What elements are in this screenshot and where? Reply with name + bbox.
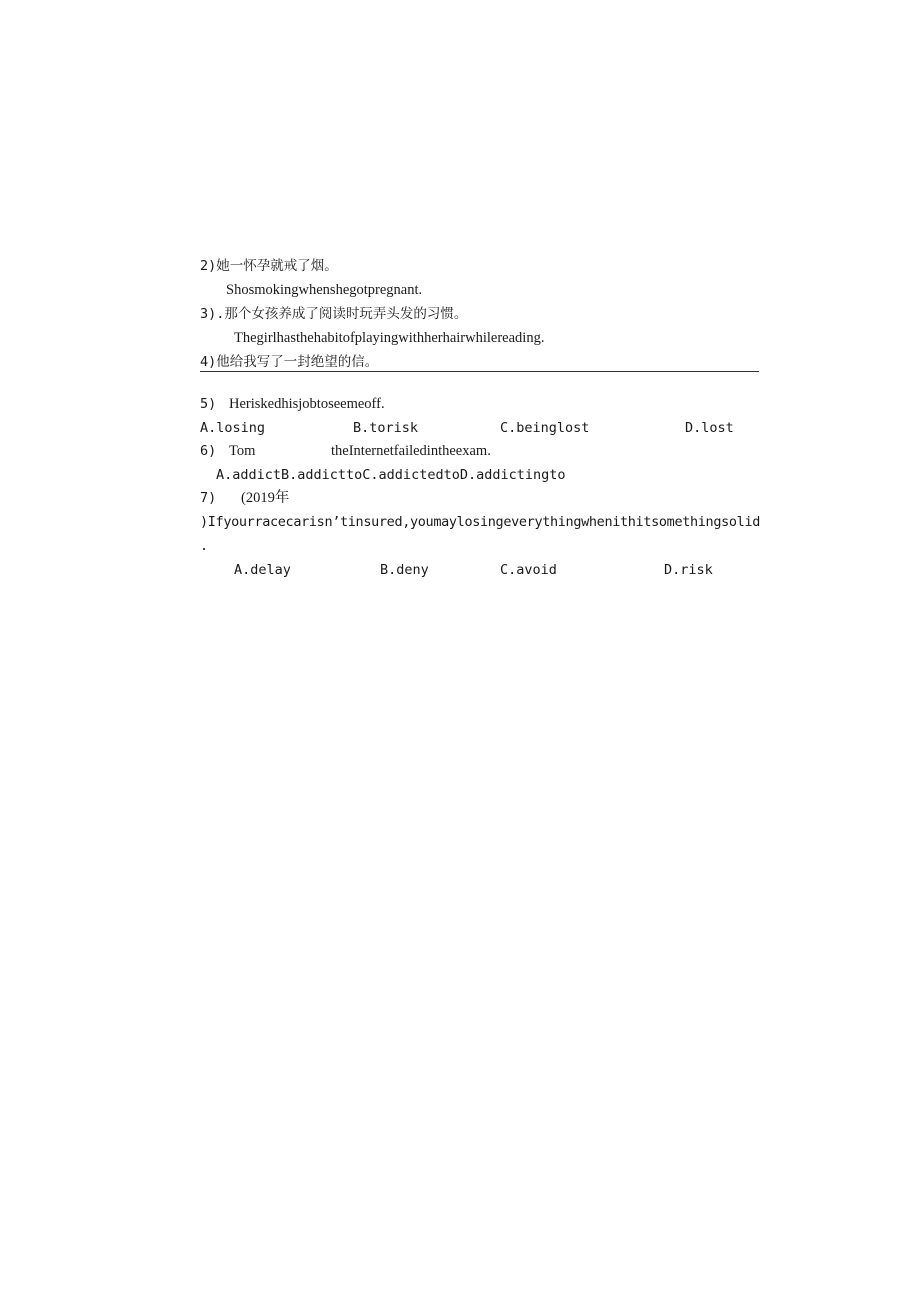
question-7-option-c: C.avoid [500, 562, 557, 578]
question-6-number: 6) [200, 443, 217, 459]
question-7-option-b: B.deny [380, 562, 429, 578]
question-6-text: theInternetfailedintheexam. [331, 443, 491, 459]
question-5-text: Heriskedhisjobtoseemeoff. [229, 396, 385, 412]
question-5-option-a: A.losing [200, 420, 266, 436]
translation-2-chinese: 2)她一怀孕就戒了烟。 [200, 258, 338, 274]
translation-4-chinese: 4)他给我写了一封绝望的信。 [200, 354, 379, 370]
translation-3-english: Thegirlhasthehabitofplayingwithherhairwhilereading. [234, 330, 545, 346]
translation-2-english: Shosmokingwhenshegotpregnant. [226, 282, 423, 298]
question-7-option-d: D.risk [664, 562, 713, 578]
translation-3-chinese: 3).那个女孩养成了阅读时玩弄头发的习惯。 [200, 306, 468, 322]
question-5-option-c: C.beinglost [500, 420, 590, 436]
question-5-option-b: B.torisk [353, 420, 419, 436]
question-6-options: A.addictB.addicttoC.addictedtoD.addictingto [216, 467, 566, 483]
question-7-end: . [200, 538, 209, 554]
question-7-option-a: A.delay [234, 562, 291, 578]
question-6-subject: Tom [229, 443, 256, 459]
question-5-option-d: D.lost [685, 420, 734, 436]
question-7-number: 7) [200, 490, 217, 506]
question-7-year: (2019年 [241, 490, 290, 506]
question-7-text: )Ifyourracecarisn’tinsured,youmaylosingeverythingwhenithitsomethingsolid [200, 514, 760, 530]
question-5-number: 5) [200, 396, 217, 412]
section-divider [200, 371, 759, 372]
